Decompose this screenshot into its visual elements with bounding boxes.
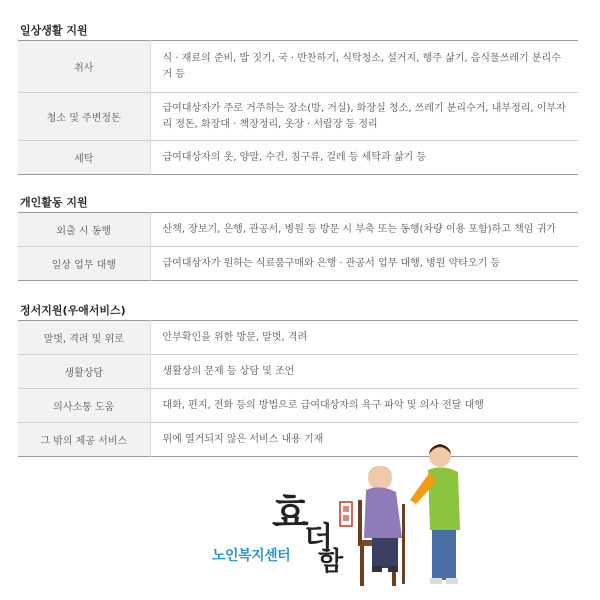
table-row: [18, 423, 578, 457]
table-row: [18, 141, 578, 175]
row-desc: 식 · 재료의 준비, 밥 짓기, 국 · 반찬하기, 식탁청소, 설거지, 행주 삶기, 음식물쓰레기 분리수거 등: [162, 52, 561, 80]
table-row: [18, 213, 578, 247]
caregiver-elderly-illustration: [350, 430, 480, 590]
row-desc: 생활상의 문제 등 상담 및 조언: [162, 365, 295, 377]
emotional-support-table: [18, 320, 578, 457]
row-desc: 위에 열거되지 않은 서비스 내용 기재: [162, 433, 324, 445]
table-row: [18, 355, 578, 389]
row-label: 일상 업무 대행: [18, 247, 150, 281]
daily-living-table: [18, 40, 578, 175]
row-label: 의사소통 도움: [18, 389, 150, 423]
row-desc: 대화, 편지, 전화 등의 방법으로 급여대상자의 욕구 파악 및 의사 전달 대행: [162, 399, 484, 411]
section-title-daily-living: 일상생활 지원: [20, 24, 88, 37]
row-label: 말벗, 격려 및 위로: [18, 321, 150, 355]
row-label: 청소 및 주변정돈: [18, 93, 150, 141]
row-desc: 급여대상자가 원하는 식료품구매와 은행 · 관공서 업무 대행, 병원 약타오기 등: [162, 257, 501, 269]
section-title-emotional-support: 정서지원(우애서비스): [20, 304, 126, 317]
row-label: 그 밖의 제공 서비스: [18, 423, 150, 457]
row-label: 세탁: [18, 141, 150, 175]
brand-calligraphy-3: 함: [318, 547, 344, 577]
brand-calligraphy-1: 효: [272, 490, 309, 535]
row-desc: 산책, 장보기, 은행, 관공서, 병원 등 방문 시 부축 또는 동행(차량 이용 포함)하고 책임 귀가: [162, 223, 556, 235]
brand-subtitle: 노인복지센터: [212, 548, 291, 564]
brand-calligraphy-2: 더: [304, 521, 333, 556]
table-row: [18, 247, 578, 281]
row-desc: 안부확인을 위한 방문, 말벗, 격려: [162, 331, 308, 343]
row-label: 생활상담: [18, 355, 150, 389]
row-label: 외출 시 동행: [18, 213, 150, 247]
table-row: [18, 41, 578, 93]
row-desc: 급여대상자의 옷, 양말, 수건, 침구류, 걸레 등 세탁과 삶기 등: [162, 151, 427, 163]
row-label: 취사: [18, 41, 150, 93]
table-row: [18, 389, 578, 423]
table-row: [18, 321, 578, 355]
section-title-personal-activity: 개인활동 지원: [20, 196, 88, 209]
personal-activity-table: [18, 212, 578, 281]
table-row: [18, 93, 578, 141]
row-desc: 급여대상자가 주로 거주하는 장소(방, 거실), 화장실 청소, 쓰레기 분리수거, 내부정리, 이부자리 정돈, 화장대 · 책장정리, 옷장 · 서랍장 등 정리: [162, 102, 566, 130]
